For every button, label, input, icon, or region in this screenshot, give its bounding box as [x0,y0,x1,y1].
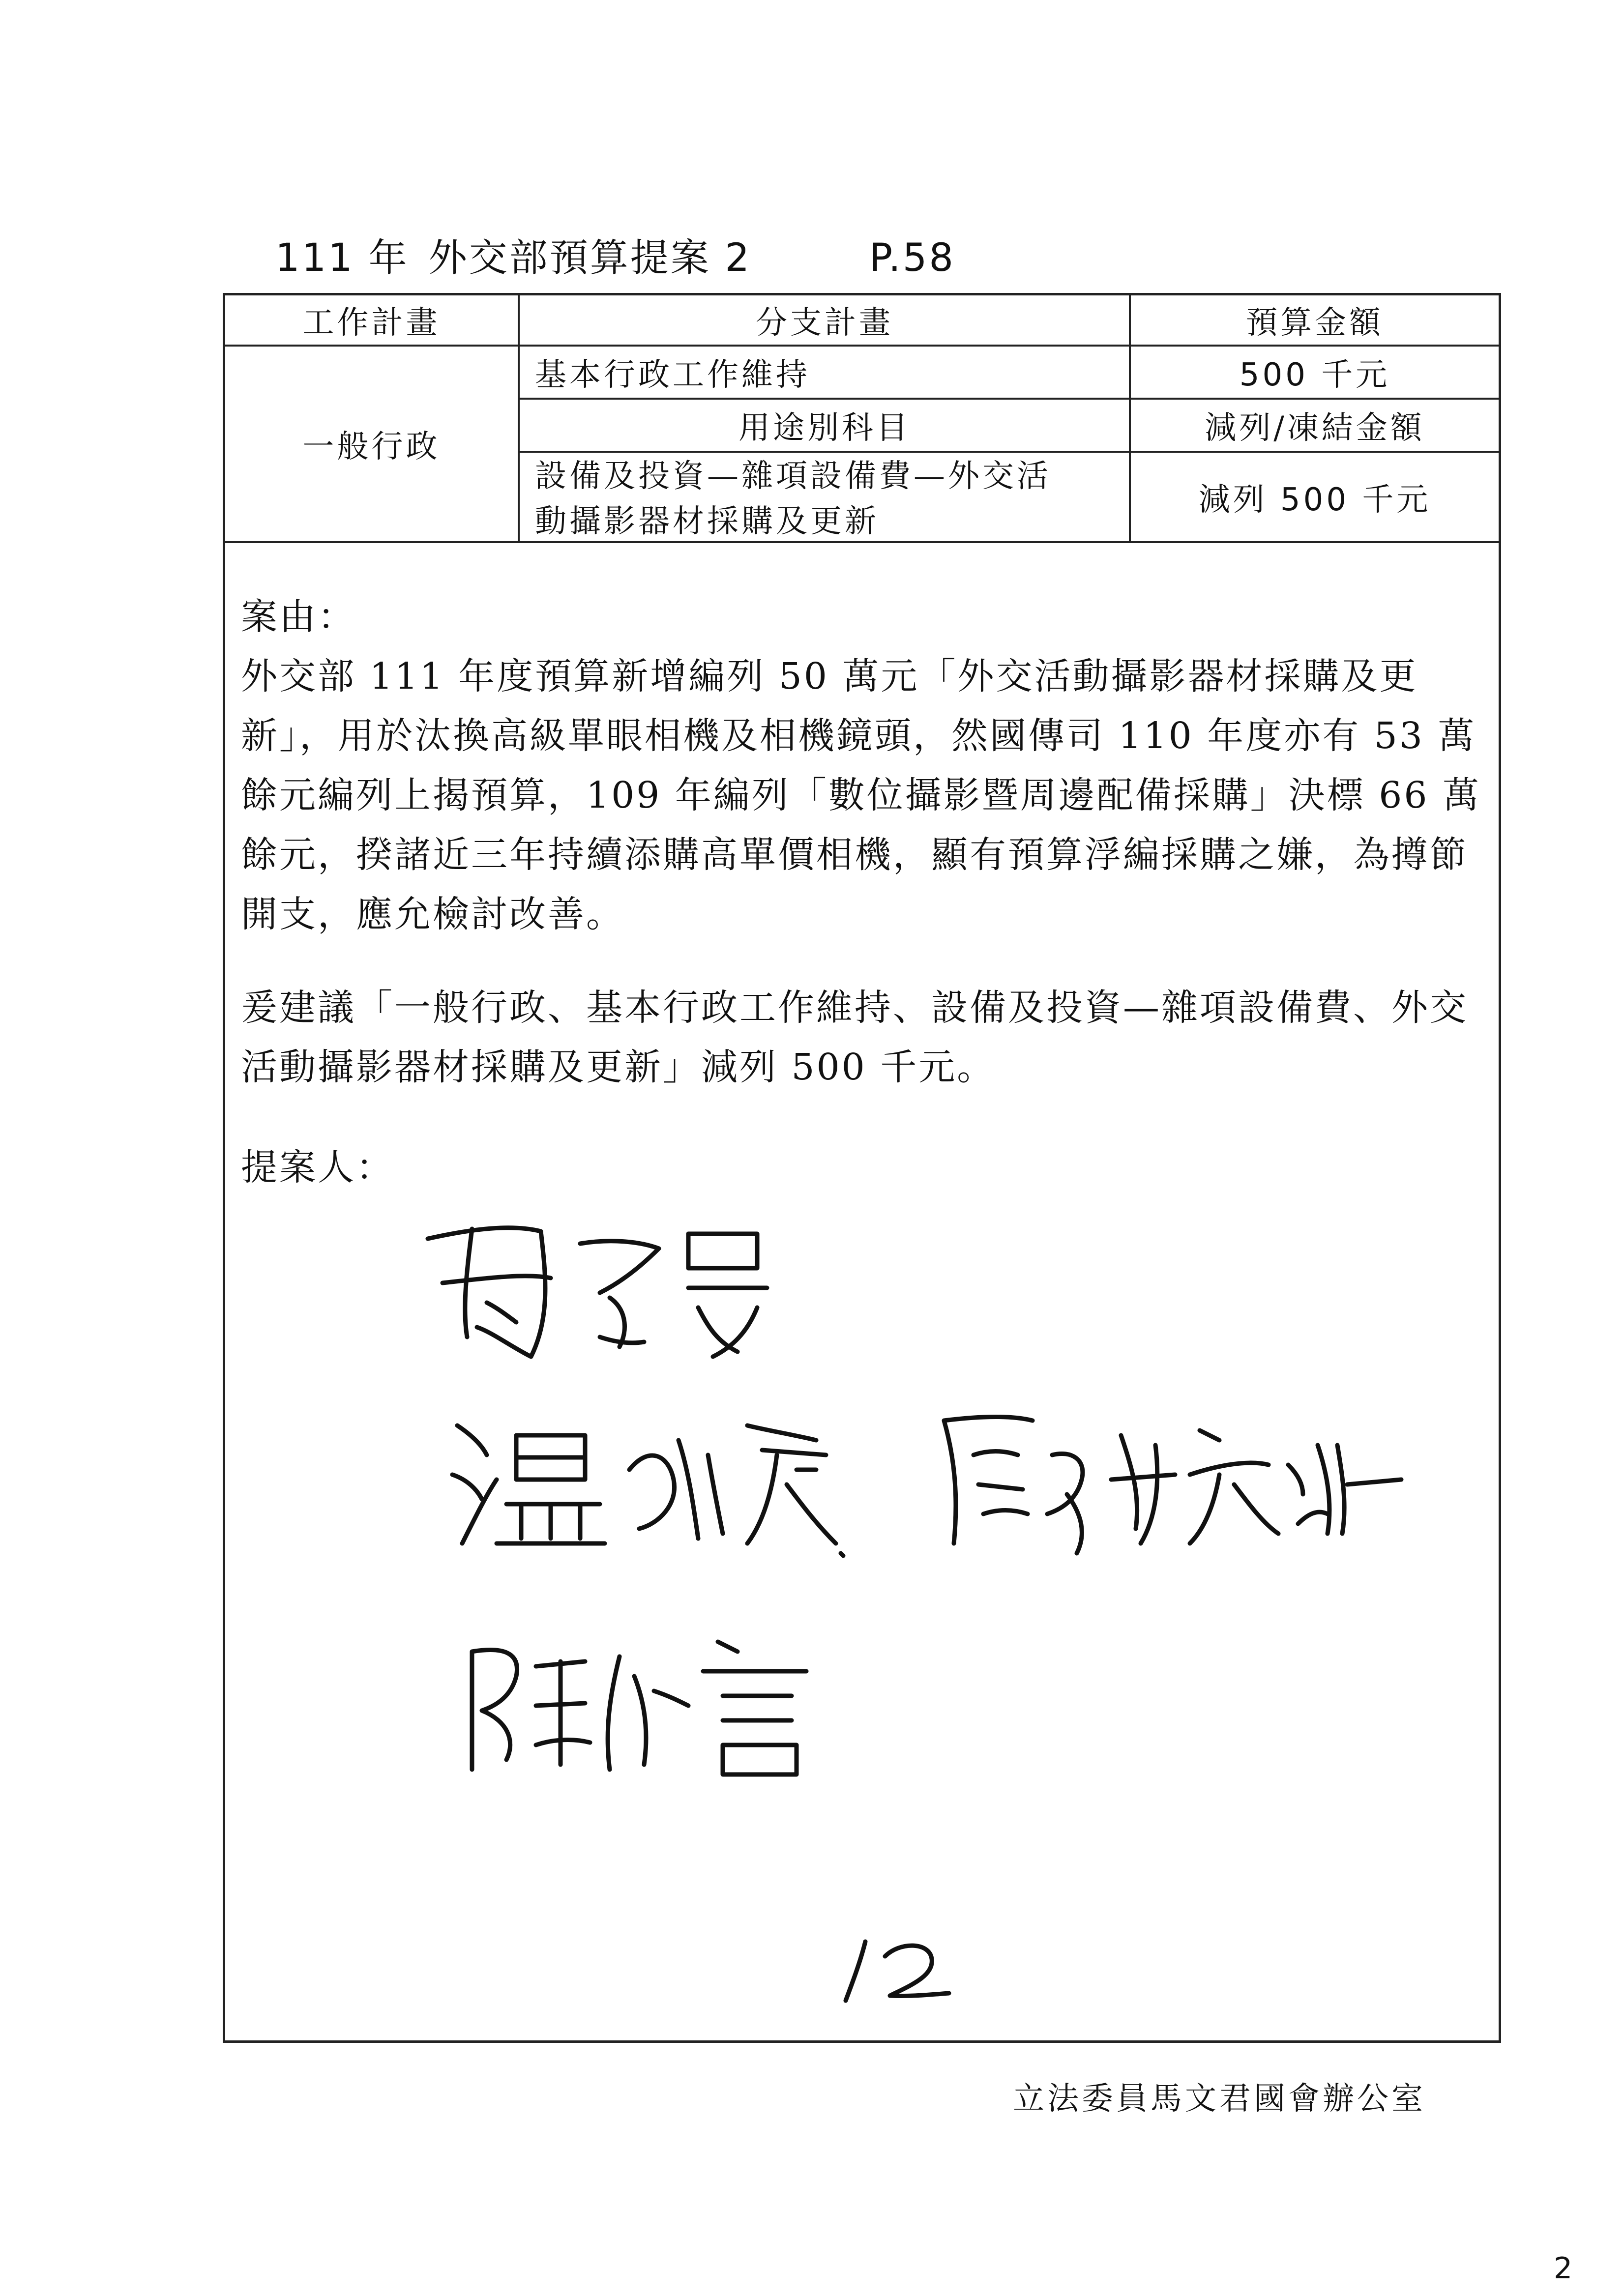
title-page-ref: P.58 [869,236,956,280]
header-budget: 預算金額 [1246,305,1384,341]
footer-office: 立法委員馬文君國會辦公室 [1013,2081,1426,2117]
header-cut-amount: 減列/凍結金額 [1205,410,1425,446]
purpose-line-1: 設備及投資—雜項設備費—外交活 [535,458,1051,494]
signature-4 [462,1622,836,1779]
purpose-value [535,454,1125,544]
header-branch-plan: 分支計畫 [756,305,893,341]
signature-3 [924,1386,1406,1593]
reason-block [241,587,1485,944]
table-line [518,295,520,541]
reason-text: 外交部 111 年度預算新增編列 50 萬元「外交活動攝影器材採購及更新」，用於汰換高級單眼相機及相機鏡頭，然國傳司 110 年度亦有 53 萬餘元編列上揭預算，109 年編列「數位攝影暨周邊配備採購」決標 66 萬餘元，揆諸近三年持續添購高單價相機，顯有預算浮編採購之嫌，為撙節開支，應允檢討改善。 [241,655,1481,935]
proposer-label: 提案人： [241,1146,394,1189]
branch-plan-value: 基本行政工作維持 [535,357,810,393]
title-year: 111 年 [275,236,409,280]
cut-amount-value: 減列 500 千元 [1198,482,1431,518]
header-work-plan: 工作計畫 [302,305,441,341]
header-purpose: 用途別科目 [738,410,911,446]
signature-2 [443,1396,846,1563]
page-title [275,227,955,282]
handwritten-number [836,1932,954,2005]
purpose-line-2: 動攝影器材採購及更新 [535,503,879,540]
title-text: 外交部預算提案 2 [428,236,752,280]
page-number: 2 [1554,2251,1573,2286]
reason-label: 案由： [241,596,356,638]
work-plan-value: 一般行政 [302,429,441,465]
signature-1 [413,1209,787,1366]
budget-value: 500 千元 [1239,357,1390,393]
suggestion-text: 爰建議「一般行政、基本行政工作維持、設備及投資—雜項設備費、外交活動攝影器材採購及更新」減列 500 千元。 [241,987,1468,1088]
